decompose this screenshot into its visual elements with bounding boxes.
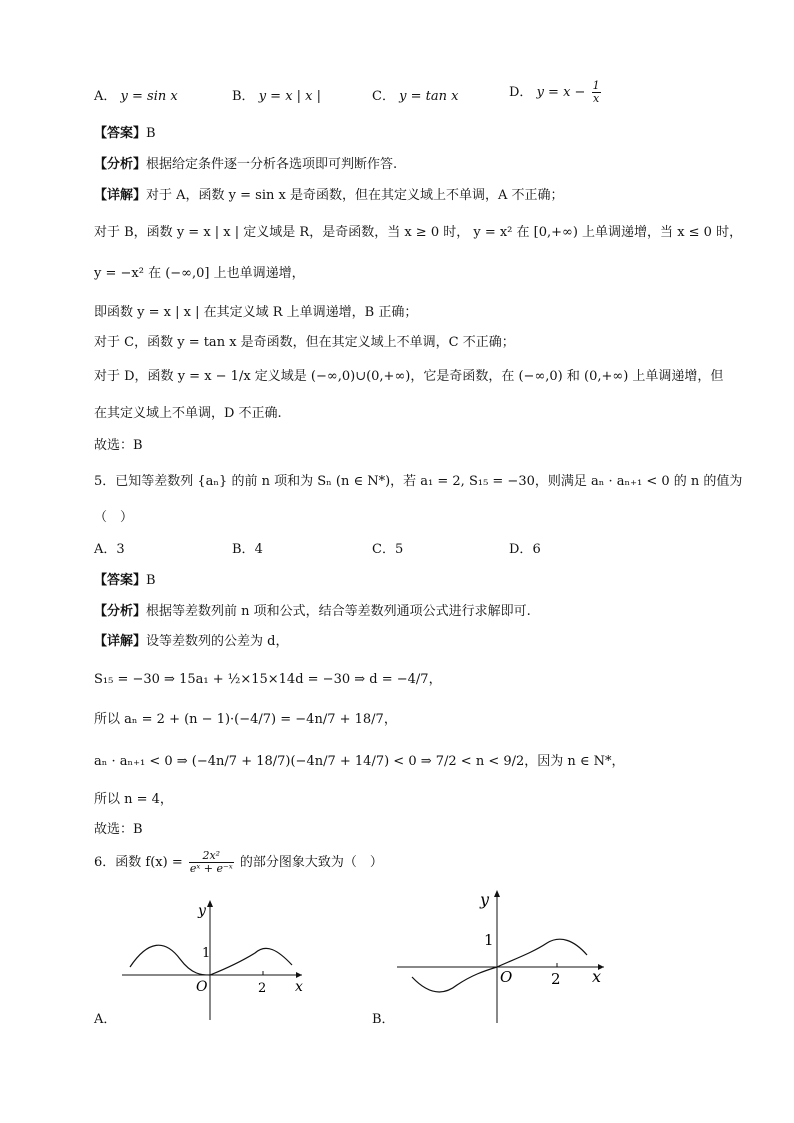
y-label: y — [198, 903, 206, 919]
analysis-text: 根据等差数列前 n 项和公式，结合等差数列通项公式进行求解即可. — [146, 604, 531, 619]
y-axis-arrow — [207, 900, 213, 907]
y-axis-arrow — [494, 890, 500, 897]
detail-label: 【详解】 — [94, 634, 147, 649]
analysis-label: 【分析】 — [94, 604, 147, 619]
detail-line: 即函数 y = x | x | 在其定义域 R 上单调递增，B 正确； — [94, 305, 418, 320]
detail-line: 在其定义域上不单调，D 不正确. — [94, 406, 282, 421]
tick-y-label: 1 — [484, 931, 494, 949]
option-value: 5 — [394, 542, 404, 557]
answer-label: 【答案】 — [94, 573, 147, 588]
answer-line — [94, 571, 156, 591]
answer-line — [94, 124, 156, 144]
option-letter: A． — [94, 89, 117, 104]
x-label: x — [592, 967, 602, 986]
detail-line — [94, 632, 288, 652]
analysis-line — [94, 155, 397, 175]
detail-label: 【详解】 — [94, 188, 147, 203]
detail-line: 对于 D，函数 y = x − 1/x 定义域是 (−∞,0)∪(0,+∞)，它是奇函数，在 (−∞,0) 和 (0,+∞) 上单调递增，但 — [94, 369, 724, 384]
equation-line: 所以 n = 4， — [94, 792, 173, 807]
answer-label: 【答案】 — [94, 126, 147, 141]
fraction-numerator: 2x² — [189, 850, 234, 863]
stem-prefix: 6．函数 f(x) = — [94, 855, 183, 870]
fraction — [592, 80, 601, 105]
option-expression: y = tan x — [399, 89, 459, 104]
detail-line: 对于 C，函数 y = tan x 是奇函数，但在其定义域上不单调，C 不正确； — [94, 335, 515, 350]
option-letter: A． — [94, 542, 117, 557]
origin-label: O — [500, 968, 513, 986]
conclusion-line: 故选：B — [94, 822, 143, 837]
origin-label: O — [196, 979, 208, 995]
stem-suffix: 的部分图象大致为（ ） — [239, 855, 383, 870]
fraction-numerator: 1 — [592, 79, 600, 92]
graph-a[interactable] — [110, 895, 310, 1025]
option-value: 4 — [254, 542, 263, 557]
option-d[interactable] — [509, 540, 541, 560]
option-expression: y = sin x — [120, 89, 178, 104]
analysis-label: 【分析】 — [94, 157, 147, 172]
graph-b[interactable] — [392, 885, 612, 1025]
detail-line: y = −x² 在 (−∞,0] 上也单调递增， — [94, 266, 305, 281]
option-value: 3 — [116, 542, 125, 557]
question-stem — [94, 850, 383, 875]
x-label: x — [295, 979, 303, 995]
tick-y-label: 1 — [202, 946, 211, 961]
option-b[interactable] — [232, 87, 321, 107]
detail-line — [94, 186, 564, 206]
question-stem: 5．已知等差数列 {aₙ} 的前 n 项和为 Sₙ (n ∈ N*)，若 a₁ = 2, S₁₅ = −30，则满足 aₙ · aₙ₊₁ < 0 的 n 的值为 — [94, 474, 743, 489]
equation-line: 所以 aₙ = 2 + (n − 1)·(−4/7) = −4n/7 + 18/7， — [94, 712, 397, 727]
option-letter: D． — [509, 85, 533, 100]
option-letter: B． — [232, 542, 255, 557]
detail-text: 设等差数列的公差为 d， — [146, 634, 289, 649]
option-a[interactable] — [94, 87, 178, 107]
analysis-line — [94, 602, 531, 622]
option-letter: D． — [509, 542, 533, 557]
fraction-denominator: x — [592, 92, 600, 105]
y-label: y — [480, 890, 490, 909]
analysis-text: 根据给定条件逐一分析各选项即可判断作答. — [146, 157, 398, 172]
equation-line: S₁₅ = −30 ⇒ 15a₁ + ½×15×14d = −30 ⇒ d = −4/7， — [94, 672, 442, 687]
tick-x-label: 2 — [258, 981, 267, 996]
option-letter: B． — [232, 89, 255, 104]
option-value: 6 — [532, 542, 541, 557]
option-c[interactable] — [372, 87, 458, 107]
option-letter: C． — [372, 89, 395, 104]
equation-line: aₙ · aₙ₊₁ < 0 ⇒ (−4n/7 + 18/7)(−4n/7 + 14/7) < 0 ⇒ 7/2 < n < 9/2，因为 n ∈ N*， — [94, 754, 625, 769]
graph-b-label: B． — [372, 1012, 395, 1027]
question-paren: （ ） — [94, 510, 134, 525]
detail-text: 对于 A，函数 y = sin x 是奇函数，但在其定义域上不单调，A 不正确； — [146, 188, 564, 203]
conclusion-line: 故选：B — [94, 438, 143, 453]
option-c[interactable] — [372, 540, 403, 560]
answer-value: B — [146, 573, 156, 588]
option-expression: y = x − — [536, 85, 586, 100]
tick-x-label: 2 — [551, 970, 561, 988]
option-letter: C． — [372, 542, 395, 557]
answer-value: B — [146, 126, 156, 141]
curve — [130, 945, 292, 975]
fraction — [189, 850, 234, 875]
option-expression: y = x | x | — [258, 89, 322, 104]
fraction-denominator: eˣ + e⁻ˣ — [189, 862, 233, 875]
option-a[interactable] — [94, 540, 125, 560]
option-d[interactable] — [509, 80, 603, 105]
option-b[interactable] — [232, 540, 263, 560]
x-axis-arrow — [296, 972, 302, 978]
detail-line: 对于 B，函数 y = x | x | 定义域是 R，是奇函数，当 x ≥ 0 时， y = x² 在 [0,+∞) 上单调递增，当 x ≤ 0 时， — [94, 225, 743, 240]
graph-a-label: A． — [94, 1012, 117, 1027]
